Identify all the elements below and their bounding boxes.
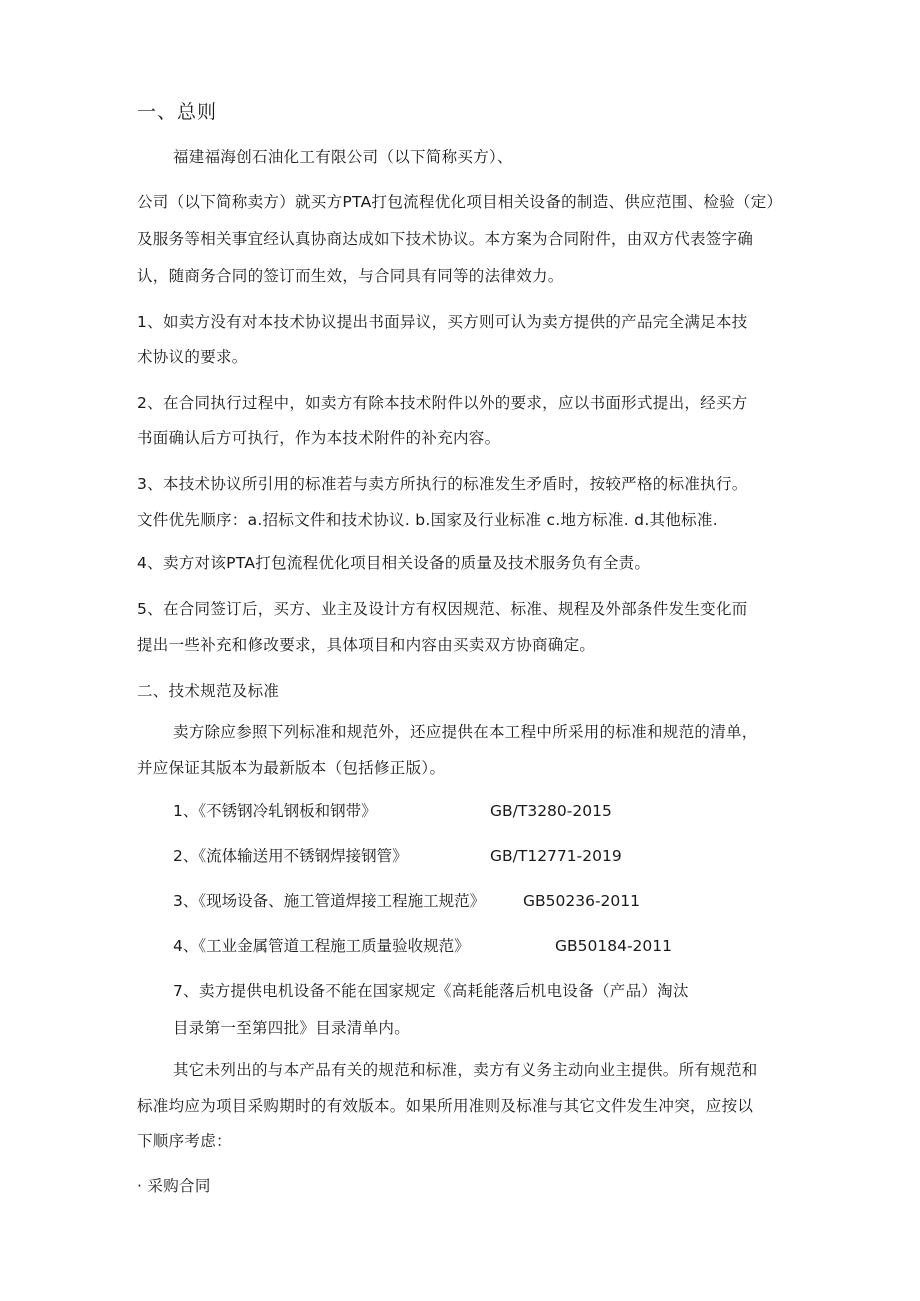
item4-line-1: 4、卖方对该PTA打包流程优化项目相关设备的质量及技术服务负有全责。: [137, 554, 651, 572]
other-line-3: 下顺序考虑：: [137, 1132, 232, 1150]
item5-line-2: 提出一些补充和修改要求，具体项目和内容由买卖双方协商确定。: [137, 636, 596, 654]
intro-line-4: 认，随商务合同的签订而生效，与合同具有同等的法律效力。: [137, 267, 564, 285]
other-line-1: 其它未列出的与本产品有关的规范和标准，卖方有义务主动向业主提供。所有规范和: [173, 1061, 758, 1079]
standard-code: GB50236-2011: [523, 892, 640, 910]
standard-name: 1、《不锈钢冷轧钢板和钢带》: [173, 802, 377, 820]
intro-line-1: 福建福海创石油化工有限公司（以下简称买方）、: [173, 148, 513, 166]
standard-code: GB/T12771-2019: [490, 847, 622, 865]
item7-line-1: 7、卖方提供电机设备不能在国家规定《高耗能落后机电设备（产品）淘汰: [173, 982, 689, 1000]
item3-line-2: 文件优先顺序：a.招标文件和技术协议. b.国家及行业标准 c.地方标准. d.其他标准.: [137, 511, 718, 529]
item2-line-2: 书面确认后方可执行，作为本技术附件的补充内容。: [137, 429, 501, 447]
standard-name: 4、《工业金属管道工程施工质量验收规范》: [173, 937, 470, 955]
item5-line-1: 5、在合同签订后，买方、业主及设计方有权因规范、标准、规程及外部条件发生变化而: [137, 600, 748, 618]
item7-line-2: 目录第一至第四批》目录清单内。: [173, 1019, 411, 1037]
section2-title: 二、技术规范及标准: [137, 682, 280, 700]
standard-code: GB/T3280-2015: [490, 802, 612, 820]
standard-name: 2、《流体输送用不锈钢焊接钢管》: [173, 847, 408, 865]
item3-line-1: 3、本技术协议所引用的标准若与卖方所执行的标准发生矛盾时，按较严格的标准执行。: [137, 475, 748, 493]
item2-line-1: 2、在合同执行过程中，如卖方有除本技术附件以外的要求，应以书面形式提出，经买方: [137, 394, 748, 412]
section2-intro-line-1: 卖方除应参照下列标准和规范外，还应提供在本工程中所采用的标准和规范的清单，: [173, 723, 758, 741]
standard-code: GB50184-2011: [555, 937, 672, 955]
other-line-2: 标准均应为项目采购期时的有效版本。如果所用准则及标准与其它文件发生冲突，应按以: [137, 1097, 754, 1115]
section2-intro-line-2: 并应保证其版本为最新版本（包括修正版）。: [137, 759, 446, 777]
standard-name: 3、《现场设备、施工管道焊接工程施工规范》: [173, 892, 486, 910]
intro-line-2: 公司（以下简称卖方）就买方PTA打包流程优化项目相关设备的制造、供应范围、检验（定）: [137, 193, 783, 211]
item1-line-1: 1、如卖方没有对本技术协议提出书面异议，买方则可认为卖方提供的产品完全满足本技: [137, 313, 748, 331]
intro-line-3: 及服务等相关事宜经认真协商达成如下技术协议。本方案为合同附件，由双方代表签字确: [137, 230, 754, 248]
bullet-purchase-contract: · 采购合同: [137, 1177, 211, 1195]
item1-line-2: 术协议的要求。: [137, 348, 248, 366]
section1-title: 一、总则: [137, 101, 218, 123]
